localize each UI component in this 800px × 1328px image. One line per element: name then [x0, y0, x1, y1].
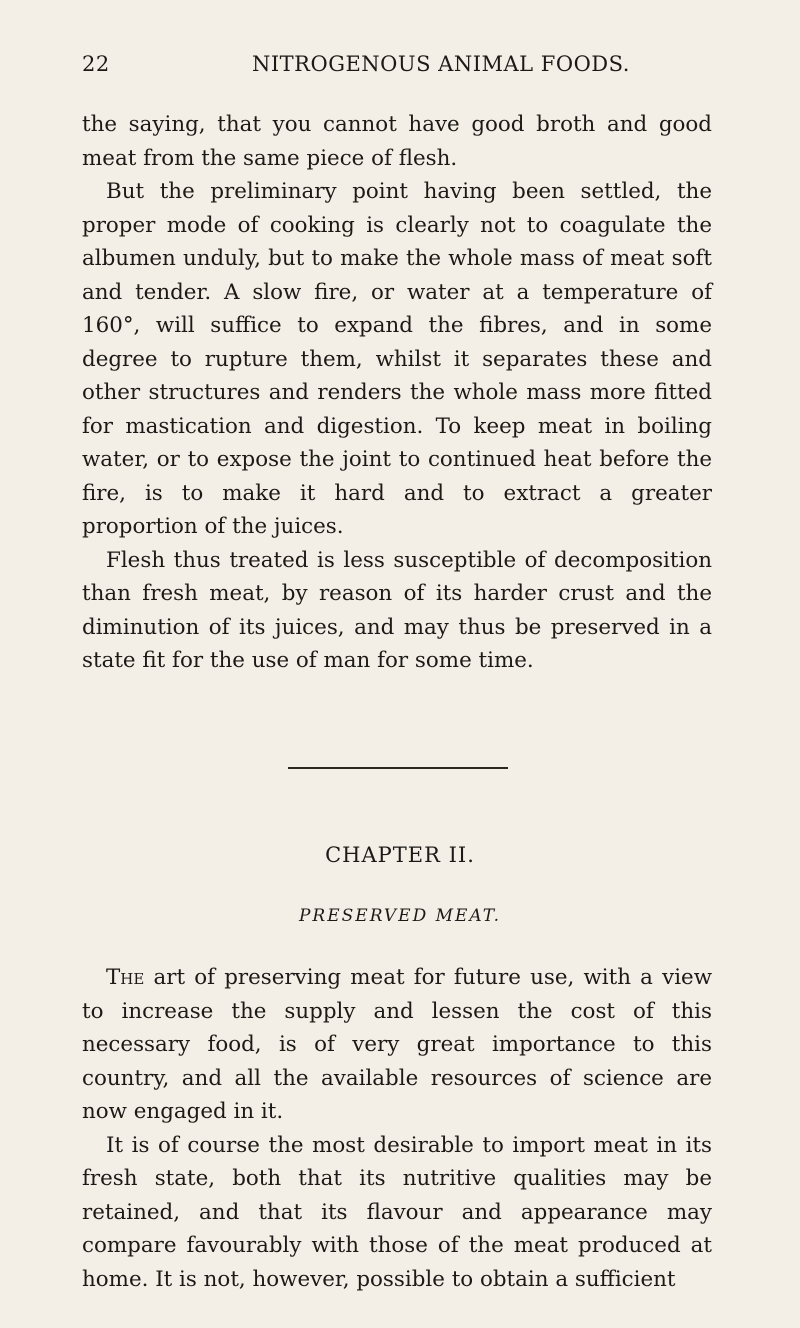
paragraph-art-of-preserving — [82, 961, 712, 1129]
paragraph-cooking-method: But the preliminary point having been settled, the proper mode of cooking is clearly not to coagulate the albumen unduly, but to make the whole mass of meat soft and tender. A slow fire, or water at a temperature of 160°, will suffice to expand the fibres, and in some degree to rupture them, whilst it separates these and other structures and renders the whole mass more fitted for mastication and digestion. To keep meat in boiling water, or to expose the joint to continued heat before the fire, is to make it hard and to extract a greater proportion of the juices. — [82, 179, 712, 539]
paragraph-art-of-preserving-text: art of preserving meat for future use, with a view to increase the supply and lessen the cost of this necessary food, is of very great importance to this country, and all the available resources of science are now engaged in it. — [82, 965, 712, 1124]
body-text-top — [82, 108, 712, 678]
paragraph-import-meat: It is of course the most desirable to import meat in its fresh state, both that its nutritive qualities may be retained, and that its flavour and appearance may compare favourably with those of the meat produced at home. It is not, however, possible to obtain a sufficient — [82, 1132, 712, 1292]
page-number: 22 — [82, 52, 110, 76]
running-title: NITROGENOUS ANIMAL FOODS. — [252, 52, 630, 76]
paragraph-continuation: the saying, that you cannot have good broth and good meat from the same piece of flesh. — [82, 112, 712, 171]
paragraph-lead-word: The — [106, 965, 145, 990]
section-divider-rule — [288, 767, 508, 769]
paragraph-flesh-treated: Flesh thus treated is less susceptible of decomposition than fresh meat, by reason of its harder crust and the diminution of its juices, and may thus be preserved in a state fit for the use of man for some time. — [82, 547, 712, 673]
running-head — [82, 52, 712, 82]
body-text-bottom — [82, 961, 712, 1296]
chapter-subheading: PRESERVED MEAT. — [298, 906, 502, 926]
chapter-heading: CHAPTER II. — [325, 843, 475, 867]
